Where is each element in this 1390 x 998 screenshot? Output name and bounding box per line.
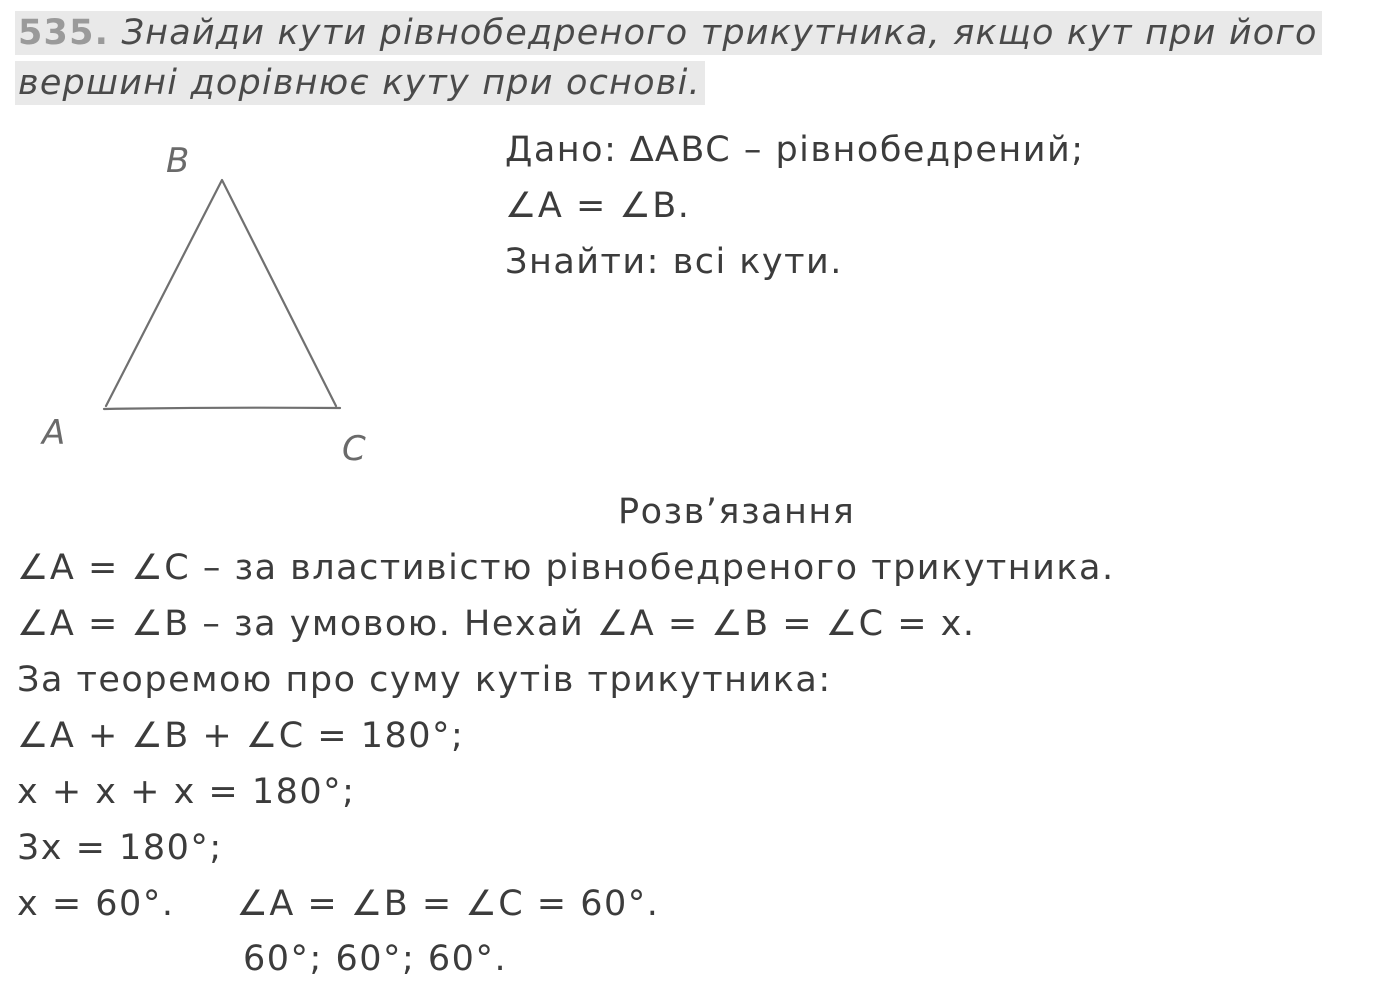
triangle-figure: [30, 130, 390, 480]
solution-block: [17, 540, 1115, 932]
vertex-label-b: B: [166, 141, 190, 181]
problem-number: 535.: [18, 13, 110, 53]
given-line-2: ∠A = ∠B.: [505, 186, 691, 226]
triangle-sides: [106, 180, 336, 406]
vertex-label-c: C: [342, 429, 366, 469]
problem-text-line-1: Знайди кути рівнобедреного трикутника, якщо кут при його: [121, 13, 1318, 53]
triangle-base: [104, 408, 340, 409]
triangle-drawing: [30, 130, 390, 480]
solution-final-line: [17, 876, 1115, 932]
problem-line-2: [15, 58, 1375, 108]
problem-statement: [15, 8, 1375, 108]
vertex-label-a: A: [42, 413, 66, 453]
solution-line: 3x = 180°;: [17, 828, 223, 868]
solution-x-value: x = 60°.: [17, 884, 175, 924]
solution-angles-value: ∠A = ∠B = ∠C = 60°.: [236, 884, 660, 924]
problem-text-line-2: вершині дорівнює куту при основі.: [18, 63, 701, 103]
solution-line: x + x + x = 180°;: [17, 772, 356, 812]
solution-line: ∠A + ∠B + ∠C = 180°;: [17, 716, 465, 756]
given-line-1: Дано: ∆ABC – рівнобедрений;: [505, 130, 1085, 170]
solution-line: За теоремою про суму кутів трикутника:: [17, 660, 832, 700]
problem-line-1: [15, 8, 1375, 58]
find-line: Знайти: всі кути.: [505, 242, 843, 282]
solution-line: ∠A = ∠C – за властивістю рівнобедреного трикутника.: [17, 548, 1115, 588]
solution-heading: Розв’язання: [618, 492, 856, 532]
answer: 60°; 60°; 60°.: [243, 939, 508, 979]
solution-line: ∠A = ∠B – за умовою. Нехай ∠A = ∠B = ∠C = x.: [17, 604, 976, 644]
given-block: [505, 122, 1085, 290]
